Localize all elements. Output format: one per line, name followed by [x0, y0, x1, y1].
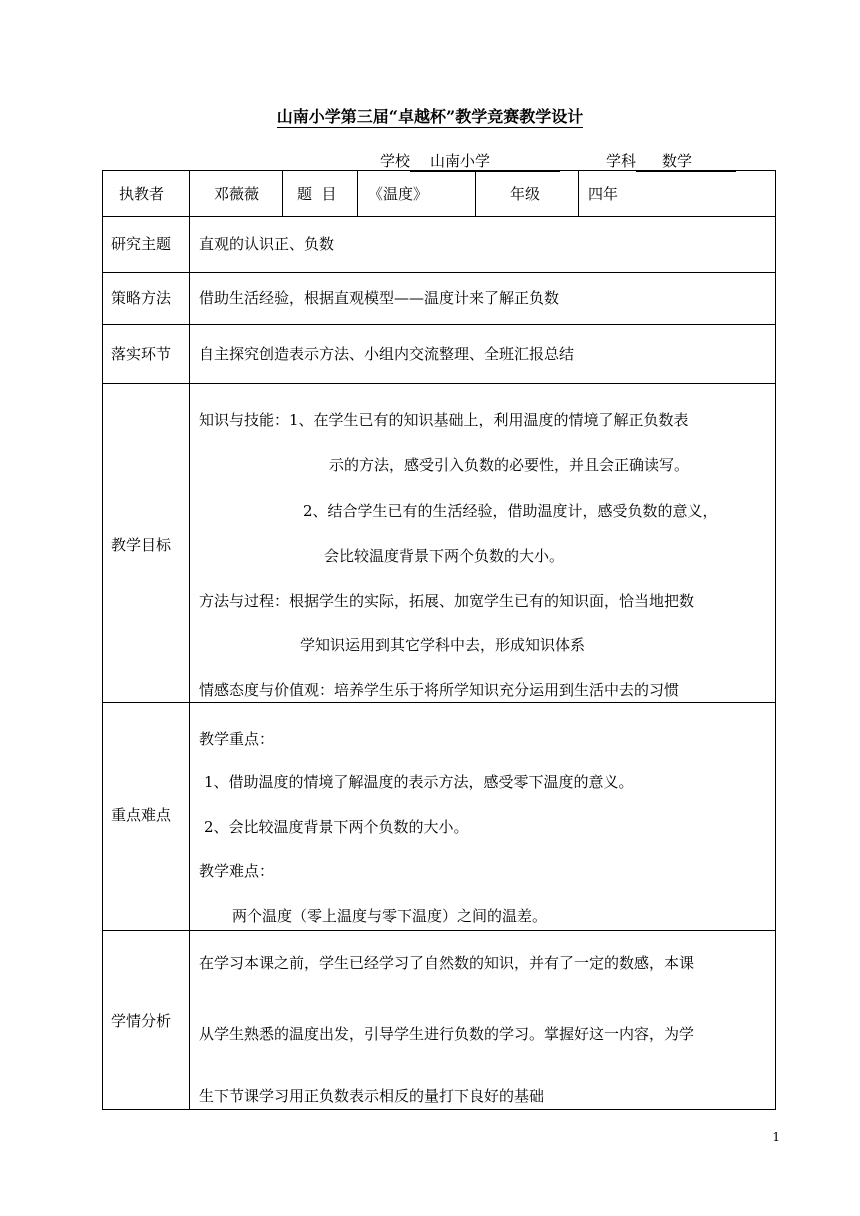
keypoints-line: 教学难点： [199, 862, 275, 880]
objectives-line: 会比较温度背景下两个负数的大小。 [324, 547, 565, 565]
keypoints-line: 教学重点： [199, 730, 275, 748]
objectives-line: 情感态度与价值观：培养学生乐于将所学知识充分运用到生活中去的习惯 [199, 681, 680, 699]
strategy-value: 借助生活经验，根据直观模型——温度计来了解正负数 [199, 289, 560, 307]
implement-label: 落实环节 [111, 345, 172, 363]
keypoints-line: 2、会比较温度背景下两个负数的大小。 [204, 818, 469, 836]
analysis-label: 学情分析 [111, 1012, 172, 1030]
teacher-value: 邓薇薇 [214, 185, 260, 203]
strategy-label: 策略方法 [111, 289, 172, 307]
objectives-line: 方法与过程：根据学生的实际，拓展、加宽学生已有的知识面，恰当地把数 [199, 592, 695, 610]
analysis-line: 从学生熟悉的温度出发，引导学生进行负数的学习。掌握好这一内容，为学 [199, 1025, 695, 1043]
teacher-label: 执教者 [119, 185, 165, 203]
objectives-line: 示的方法，感受引入负数的必要性，并且会正确读写。 [329, 456, 690, 474]
subject-label: 学科 [606, 152, 637, 170]
topic-label: 题 目 [297, 185, 337, 203]
keypoints-line: 1、借助温度的情境了解温度的表示方法，感受零下温度的意义。 [204, 773, 634, 791]
analysis-line: 生下节课学习用正负数表示相反的量打下良好的基础 [199, 1087, 545, 1105]
page-number: 1 [772, 1130, 780, 1144]
analysis-line: 在学习本课之前，学生已经学习了自然数的知识，并有了一定的数感，本课 [199, 954, 695, 972]
grade-label: 年级 [510, 185, 541, 203]
objectives-line: 2、结合学生已有的生活经验，借助温度计，感受负数的意义， [303, 502, 718, 520]
school-value: 山南小学 [410, 150, 560, 172]
research-label: 研究主题 [111, 235, 172, 253]
school-label: 学校 [380, 152, 411, 170]
subject-value: 数学 [636, 150, 736, 172]
objectives-line: 知识与技能：1、在学生已有的知识基础上，利用温度的情境了解正负数表 [199, 411, 689, 429]
topic-value: 《温度》 [368, 185, 429, 203]
research-value: 直观的认识正、负数 [199, 235, 335, 253]
objectives-line: 学知识运用到其它学科中去，形成知识体系 [300, 636, 586, 654]
grade-value: 四年 [588, 185, 619, 203]
header-meta [380, 150, 736, 172]
keypoints-line: 两个温度（零上温度与零下温度）之间的温差。 [232, 907, 548, 925]
document-title: 山南小学第三届“卓越杯”教学竞赛教学设计 [276, 107, 584, 126]
implement-value: 自主探究创造表示方法、小组内交流整理、全班汇报总结 [199, 345, 575, 363]
objectives-label: 教学目标 [111, 536, 172, 554]
keypoints-label: 重点难点 [111, 806, 172, 824]
